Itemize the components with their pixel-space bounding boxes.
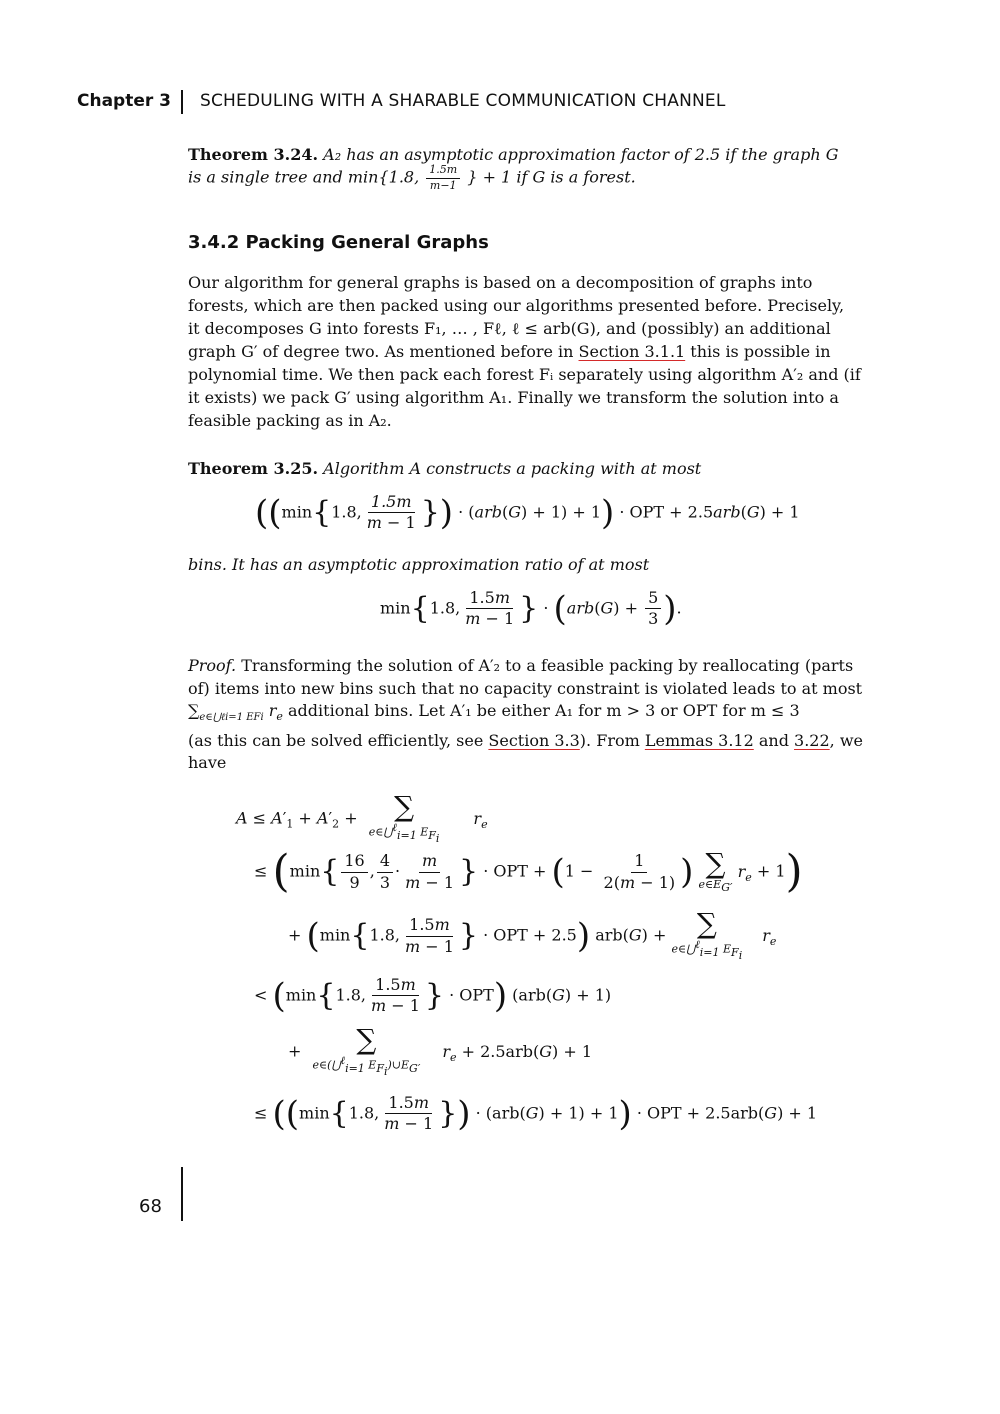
theorem-label: Theorem 3.24. (188, 145, 319, 164)
footer-divider (181, 1167, 183, 1221)
page-number: 68 (139, 1196, 162, 1217)
proof-line: of) items into new bins such that no capacity constraint is violated leads to at most (188, 679, 863, 698)
theorem-text-line2b: } + 1 if G is a forest. (467, 167, 636, 187)
proof-text: and (753, 731, 795, 750)
para-line: Our algorithm for general graphs is based on a decomposition of graphs into (188, 273, 813, 292)
equation-bound: ((min{1.8, $\frac{1.5m}{m - 1}$ }) · (arb(G) + 1) + 1) · OPT + 2.5arb(G) + 1 (255, 492, 800, 533)
theorem-bins-text: bins. It has an asymptotic approximation ratio of at most (188, 555, 650, 574)
proof-line (188, 731, 863, 750)
para-line: forests, which are then packed using our algorithms presented before. Precisely, (188, 296, 845, 315)
equation-ratio: min{1.8, $\frac{1.5m}{m - 1}$ } · (arb(G) + $\frac{5}{3}$ ). (380, 588, 682, 629)
theorem-3-25 (188, 459, 701, 478)
link-lemma-3-22[interactable]: 3.22 (794, 731, 830, 750)
para-line (188, 342, 831, 361)
sum-index: e∈⋃ℓi=1 EFi (199, 712, 264, 724)
derivation-line-5: + ∑ e∈(⋃$^\ell_{i=1}$ $E_{F_i})\cup E_{G'}$ $r_e + 2.5arb(G) + 1$ (288, 1023, 592, 1079)
para-line: it exists) we pack G′ using algorithm A₁. Finally we transform the solution into a (188, 388, 839, 407)
proof-text: r (263, 701, 277, 720)
proof-text: Transforming the solution of A′₂ to a feasible packing by reallocating (parts (236, 656, 854, 675)
theorem-intro: Algorithm A constructs a packing with at most (323, 459, 702, 478)
para-text: this is possible in (685, 342, 831, 361)
link-section-3-3[interactable]: Section 3.3 (488, 731, 580, 750)
fraction: $\frac{1.5m}{m - 1}$ (366, 492, 416, 533)
theorem-text-line2a: is a single tree and min{1.8, (188, 167, 420, 187)
derivation-line-3: + (min{1.8, $\frac{1.5m}{m - 1}$ } · OPT + 2.5) arb(G) + ∑ e∈⋃$^\ell_{i=1}$ $E_{F_i}$ $r_e$ (288, 907, 777, 963)
para-line: feasible packing as in A₂. (188, 411, 392, 430)
derivation-line-1: $A \le A'_1 + A'_2$ + ∑ e∈⋃$^\ell_{i=1}$ $E_{F_i}$ $r_e$ (236, 790, 488, 846)
section-heading: 3.4.2 Packing General Graphs (188, 232, 489, 253)
header-divider (181, 90, 183, 114)
para-line: it decomposes G into forests F₁, … , Fℓ, ℓ ≤ arb(G), and (possibly) an additional (188, 319, 831, 338)
theorem-3-24 (188, 145, 839, 164)
theorem-text-line1: A₂ has an asymptotic approximation factor of 2.5 if the graph G (323, 145, 839, 164)
fraction: $\frac{5}{3}$ (645, 589, 661, 629)
fraction: $\frac{1.5m}{m - 1}$ (465, 588, 515, 629)
proof-text: ). From (579, 731, 645, 750)
derivation-line-4: < (min{1.8, $\frac{1.5m}{m - 1}$ } · OPT) (arb(G) + 1) (254, 975, 612, 1016)
para-line: polynomial time. We then pack each forest Fᵢ separately using algorithm A′₂ and (if (188, 365, 861, 384)
para-text: graph G′ of degree two. As mentioned before in (188, 342, 579, 361)
proof-text: , we (829, 731, 863, 750)
link-lemmas-3-12[interactable]: Lemmas 3.12 (644, 731, 754, 750)
proof-line (188, 656, 853, 675)
chapter-title: SCHEDULING WITH A SHARABLE COMMUNICATION CHANNEL (200, 91, 726, 111)
proof-text: (as this can be solved efficiently, see (188, 731, 489, 750)
link-section-3-1-1[interactable]: Section 3.1.1 (578, 342, 686, 361)
theorem-3-24-line2 (188, 164, 636, 192)
proof-line: have (188, 753, 227, 772)
sum-symbol: ∑ (188, 701, 200, 720)
fraction (426, 164, 460, 192)
proof-label: Proof. (188, 656, 237, 675)
frac-num: 1.5m (426, 164, 460, 179)
proof-text: additional bins. Let A′₁ be either A₁ for m > 3 or OPT for m ≤ 3 (282, 701, 800, 720)
chapter-label: Chapter 3 (77, 91, 172, 111)
derivation-line-6: ≤ ((min{1.8, $\frac{1.5m}{m - 1}$ }) · (arb(G) + 1) + 1) · OPT + 2.5arb(G) + 1 (254, 1093, 818, 1134)
derivation-line-2: ≤ (min{ $\frac{16}{9}$ , $\frac{4}{3}$ · $\frac{m}{m - 1}$ } · OPT + (1 − $\frac{1}{2(m - 1)}$ ) ∑ $e\in E_{G'}$ $r_e + 1$) (254, 846, 803, 898)
proof-line: $\sum_{e\in⋃\ell i=1 EFi}$ $r_e$ additional bins. Let A′₁ be either A₁ for m > 3 or OPT for m ≤ 3 (188, 701, 800, 724)
theorem-label: Theorem 3.25. (188, 459, 319, 478)
frac-den: m−1 (429, 178, 457, 192)
